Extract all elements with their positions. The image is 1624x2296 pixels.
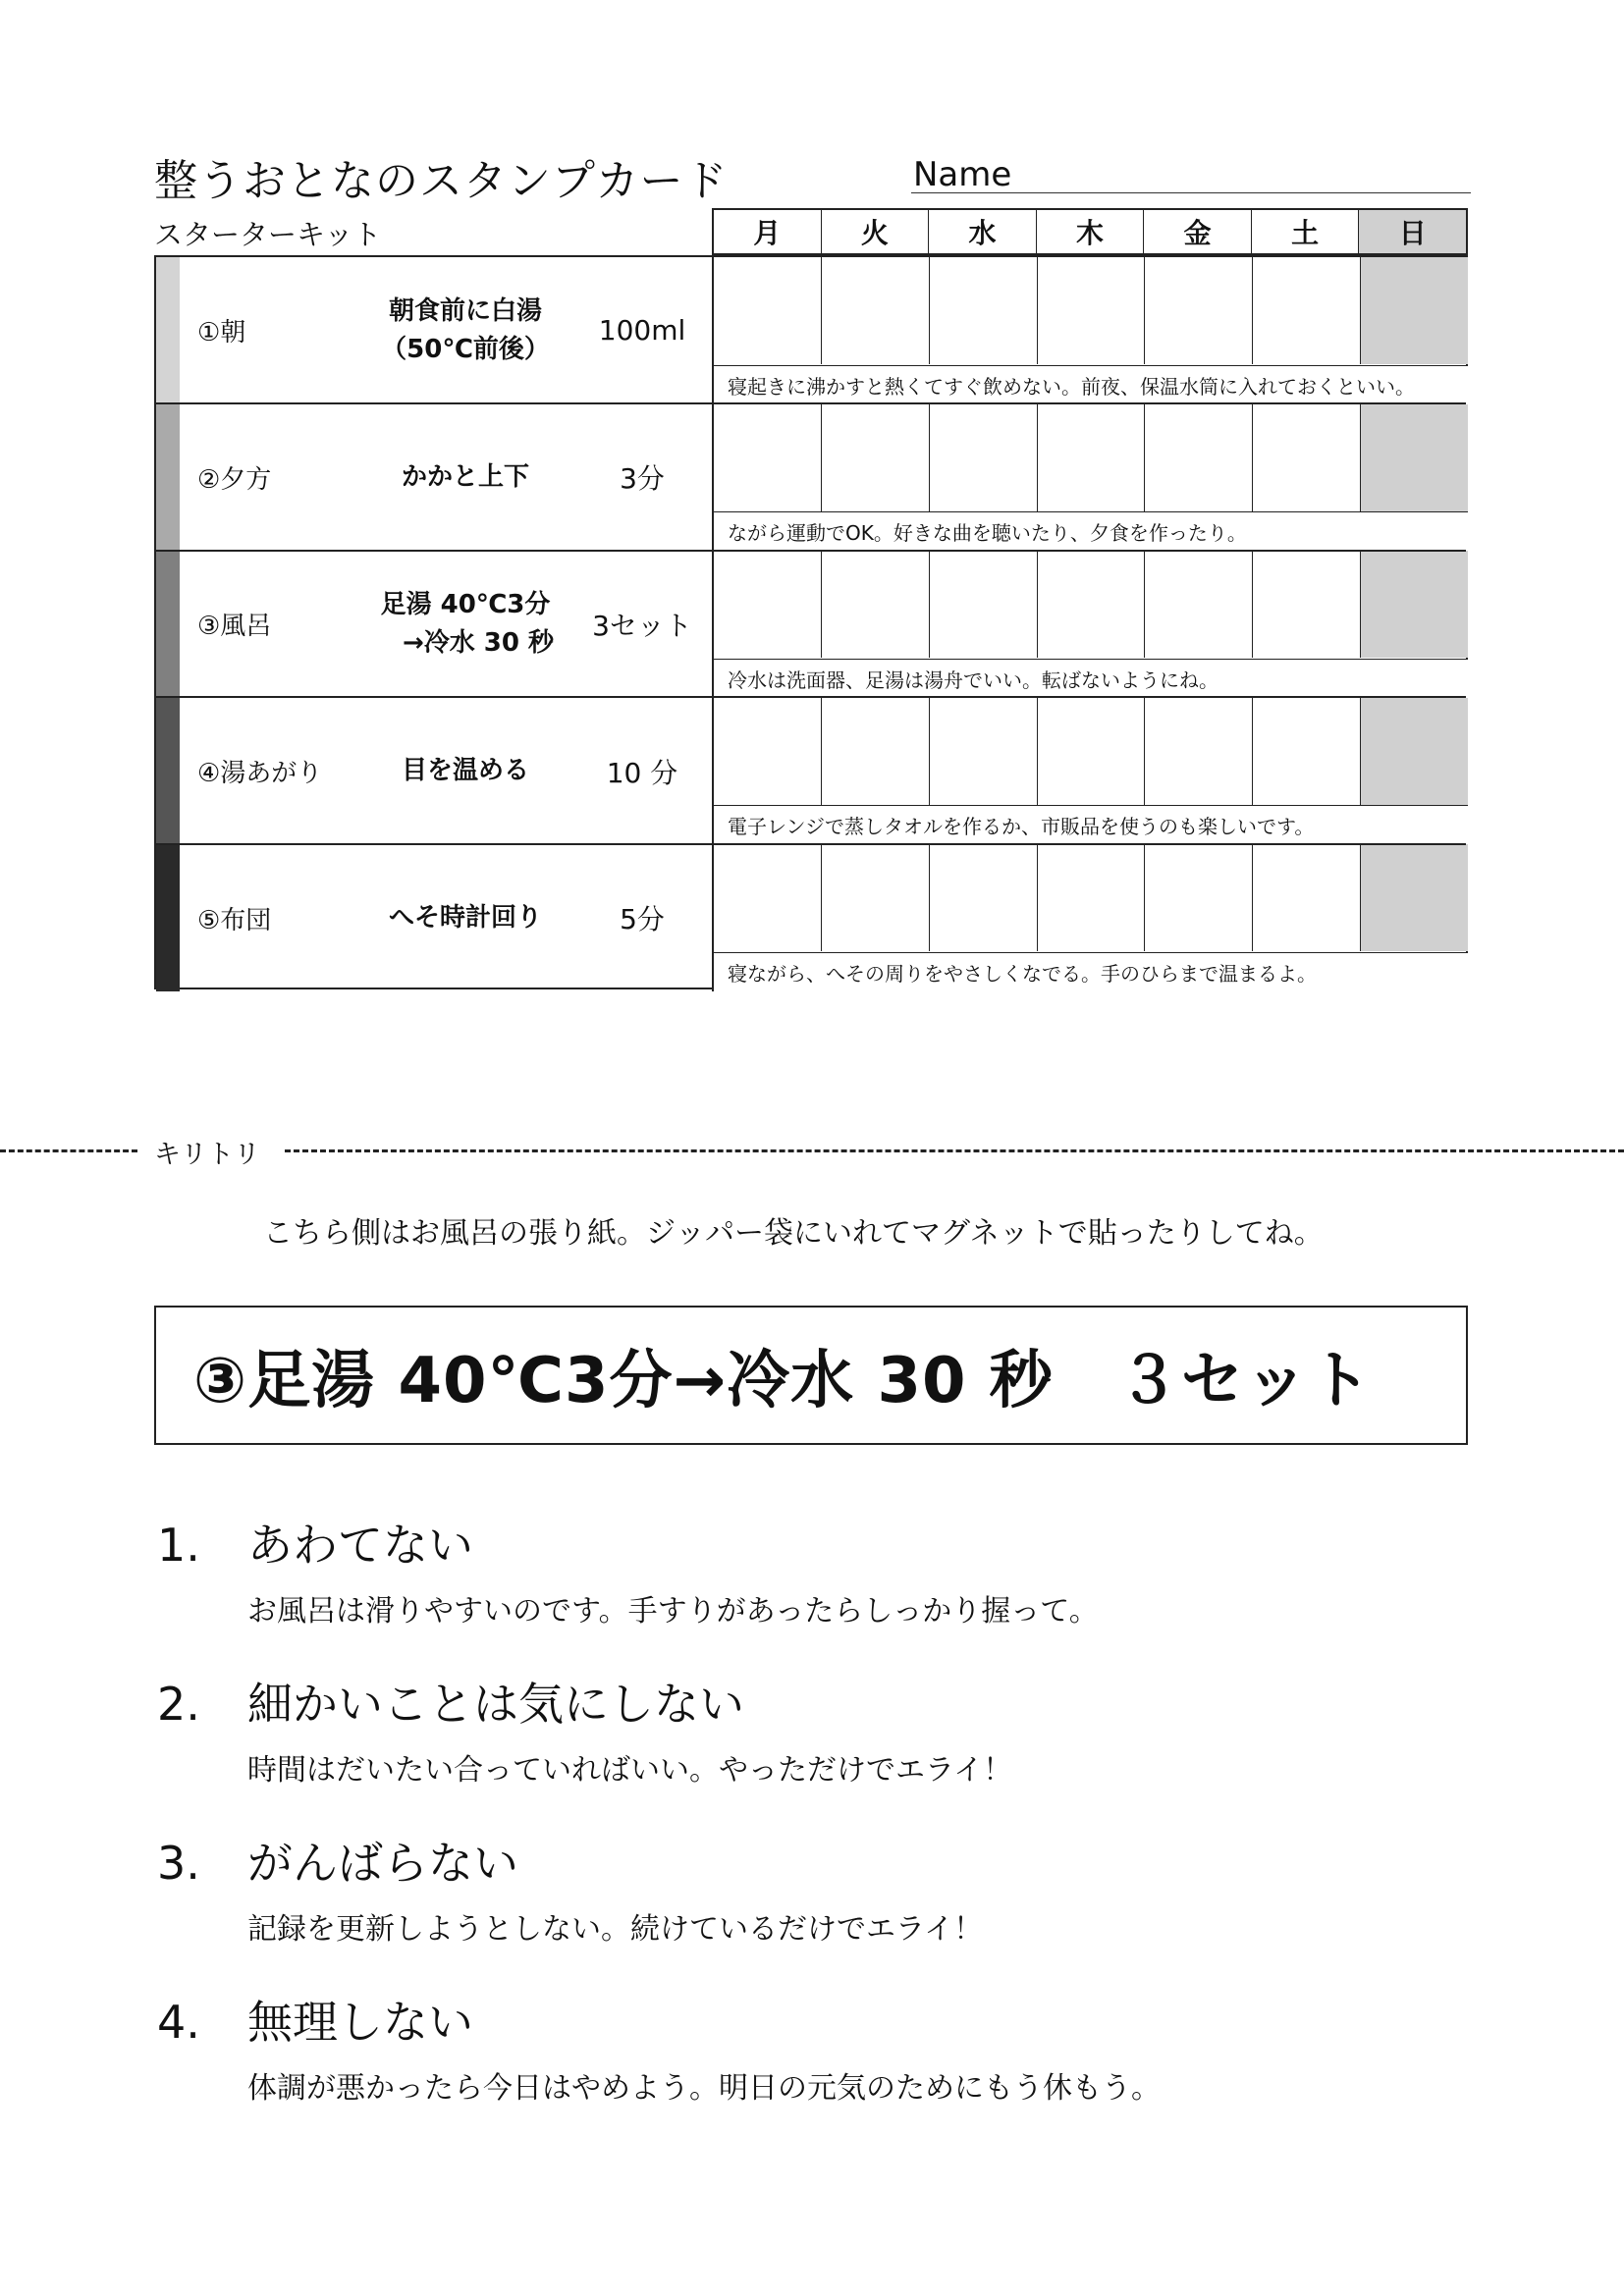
stamp-grid — [712, 257, 1468, 404]
day-header: 金 — [1144, 210, 1252, 253]
poster-headline-box — [154, 1306, 1468, 1445]
stamp-grid — [712, 404, 1468, 552]
rule-title: 無理しない — [247, 1996, 473, 2049]
task-row — [156, 698, 1466, 845]
stamp-cell[interactable] — [1038, 404, 1146, 511]
stamp-cell[interactable] — [822, 844, 930, 951]
task-rows — [154, 255, 1468, 989]
stamp-cell[interactable] — [1253, 257, 1361, 364]
day-header: 月 — [714, 210, 822, 253]
task-color-bar — [156, 698, 180, 845]
stamp-cell[interactable] — [714, 257, 822, 364]
stamp-grid — [712, 844, 1468, 991]
task-amount: 3セット — [592, 609, 692, 642]
stamp-cell[interactable] — [930, 551, 1038, 658]
task-number: ④湯あがり — [197, 759, 323, 789]
stamp-grid — [712, 551, 1468, 698]
rule-item — [157, 1669, 1012, 1789]
task-amount: 10 分 — [606, 756, 678, 789]
stamp-cell[interactable] — [1038, 551, 1146, 658]
cut-line-left — [0, 1149, 137, 1152]
stamp-cell[interactable] — [930, 698, 1038, 805]
stamp-cell[interactable] — [930, 404, 1038, 511]
rule-body: 体調が悪かったら今日はやめよう。明日の元気のためにもう休もう。 — [247, 2071, 1161, 2106]
stamp-cell[interactable] — [714, 698, 822, 805]
stamp-cell[interactable] — [1038, 698, 1146, 805]
day-header: 土 — [1252, 210, 1360, 253]
rule-title: がんばらない — [247, 1837, 518, 1890]
stamp-cell[interactable] — [1038, 844, 1146, 951]
task-amount: 100ml — [598, 314, 686, 347]
stamp-cell[interactable] — [714, 844, 822, 951]
task-amount: 5分 — [620, 903, 665, 936]
rule-title: 細かいことは気にしない — [247, 1678, 744, 1731]
stamp-cell[interactable] — [1038, 257, 1146, 364]
day-header: 火 — [822, 210, 930, 253]
task-number: ①朝 — [197, 318, 246, 348]
task-name: 朝食前に白湯 （50℃前後） — [381, 295, 550, 364]
day-header: 水 — [929, 210, 1037, 253]
rule-item — [157, 1510, 1099, 1629]
card-title: 整うおとなのスタンプカード — [154, 156, 729, 206]
task-note: 寝起きに沸かすと熱くてすぐ飲めない。前夜、保温水筒に入れておくといい。 — [714, 365, 1468, 404]
stamp-grid — [712, 698, 1468, 845]
task-number: ②夕方 — [197, 464, 272, 495]
task-name: へそ時計回り — [388, 902, 542, 933]
stamp-cell[interactable] — [1361, 698, 1468, 805]
stamp-cell[interactable] — [714, 551, 822, 658]
weekday-header — [712, 208, 1468, 255]
stamp-cell[interactable] — [1145, 257, 1253, 364]
task-row — [156, 257, 1466, 404]
task-name: 足湯 40℃3分 →冷水 30 秒 — [380, 589, 555, 658]
task-number: ⑤布団 — [197, 905, 272, 935]
row-divider — [156, 402, 1466, 404]
stamp-cell[interactable] — [1145, 404, 1253, 511]
rule-number: 3. — [157, 1837, 200, 1890]
row-divider — [156, 550, 1466, 552]
stamp-cell[interactable] — [1145, 551, 1253, 658]
task-note: 冷水は洗面器、足湯は湯舟でいい。転ばないようにね。 — [714, 659, 1468, 698]
day-header-sunday: 日 — [1359, 210, 1466, 253]
row-divider — [156, 843, 1466, 845]
rule-body: お風呂は滑りやすいのです。手すりがあったらしっかり握って。 — [247, 1594, 1099, 1629]
task-note: ながら運動でOK。好きな曲を聴いたり、夕食を作ったり。 — [714, 511, 1468, 551]
stamp-cell[interactable] — [822, 551, 930, 658]
stamp-cell[interactable] — [1145, 844, 1253, 951]
rule-body: 時間はだいたい合っていればいい。やっただけでエライ！ — [247, 1753, 1013, 1788]
rule-item — [157, 1828, 983, 1948]
row-divider — [156, 696, 1466, 698]
task-note: 電子レンジで蒸しタオルを作るか、市販品を使うのも楽しいです。 — [714, 805, 1468, 844]
cut-line-right — [285, 1149, 1624, 1152]
stamp-cell[interactable] — [1253, 698, 1361, 805]
task-name: 目を温める — [401, 756, 529, 786]
rule-number: 4. — [157, 1996, 200, 2049]
stamp-cell[interactable] — [930, 844, 1038, 951]
stamp-cell[interactable] — [1253, 551, 1361, 658]
task-row — [156, 404, 1466, 552]
task-color-bar — [156, 844, 180, 991]
task-number: ③風呂 — [197, 612, 272, 642]
rule-item — [157, 1987, 1161, 2107]
poster-headline: ③足湯 40℃3分→冷水 30 秒 ３セット — [193, 1345, 1373, 1417]
task-row — [156, 844, 1466, 991]
rule-body: 記録を更新しようとしない。続けているだけでエライ！ — [247, 1912, 984, 1947]
task-amount: 3分 — [620, 462, 665, 496]
card-subtitle: スターターキット — [154, 218, 382, 251]
stamp-cell[interactable] — [1361, 551, 1468, 658]
stamp-cell[interactable] — [1253, 404, 1361, 511]
stamp-cell[interactable] — [1145, 698, 1253, 805]
instruction-text: こちら側はお風呂の張り紙。ジッパー袋にいれてマグネットで貼ったりしてね。 — [263, 1216, 1324, 1251]
day-header: 木 — [1037, 210, 1145, 253]
task-name: かかと上下 — [401, 461, 529, 492]
name-label: Name — [913, 155, 1012, 194]
stamp-cell[interactable] — [822, 698, 930, 805]
rule-title: あわてない — [247, 1519, 473, 1572]
stamp-cell[interactable] — [930, 257, 1038, 364]
stamp-card-table — [154, 208, 1468, 989]
stamp-cell[interactable] — [714, 404, 822, 511]
name-field-line[interactable] — [911, 192, 1471, 193]
stamp-cell[interactable] — [1361, 257, 1468, 364]
task-color-bar — [156, 551, 180, 698]
stamp-cell[interactable] — [1361, 404, 1468, 511]
task-row — [156, 551, 1466, 698]
stamp-cell[interactable] — [822, 257, 930, 364]
stamp-cell[interactable] — [822, 404, 930, 511]
rule-number: 1. — [157, 1519, 200, 1572]
cut-line-label: キリトリ — [154, 1140, 260, 1170]
stamp-cell[interactable] — [1361, 844, 1468, 951]
task-color-bar — [156, 404, 180, 552]
rule-number: 2. — [157, 1678, 200, 1731]
task-color-bar — [156, 257, 180, 404]
stamp-cell[interactable] — [1253, 844, 1361, 951]
task-note: 寝ながら、へその周りをやさしくなでる。手のひらまで温まるよ。 — [714, 952, 1468, 991]
